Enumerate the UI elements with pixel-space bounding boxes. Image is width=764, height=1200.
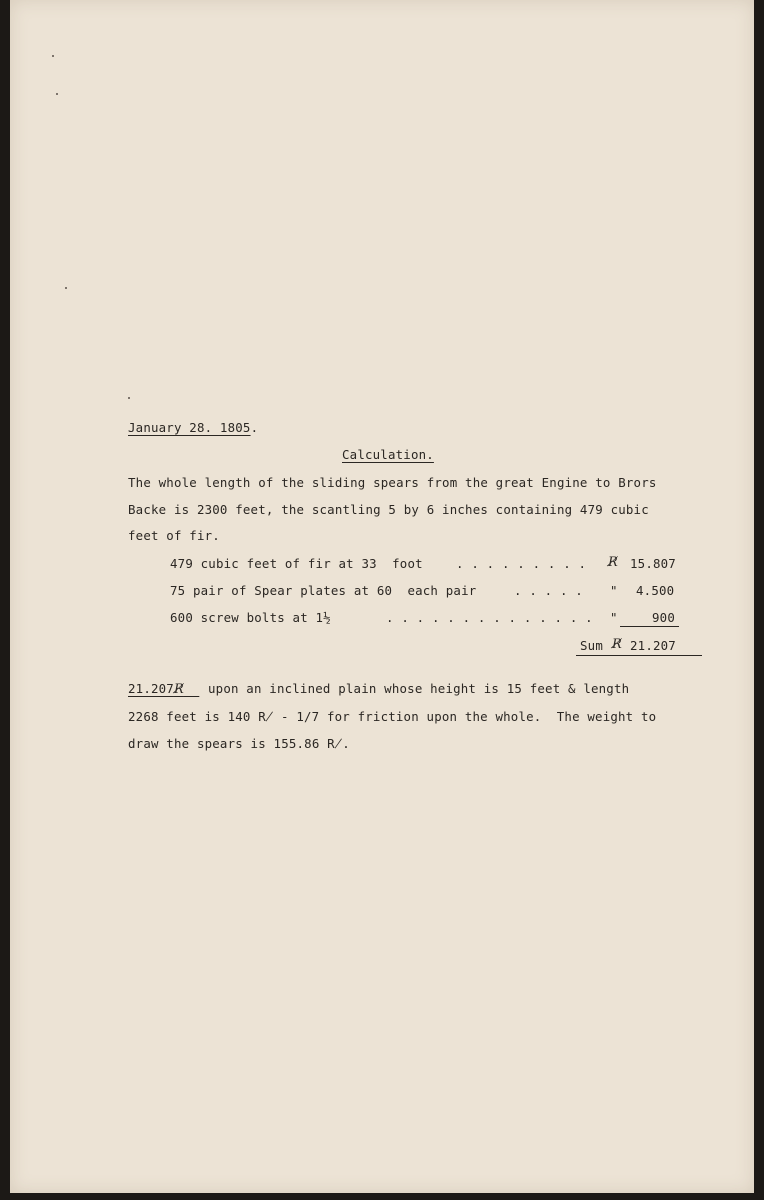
- item-leader-dots: . . . . .: [514, 583, 583, 598]
- date-period: .: [250, 420, 259, 435]
- item-description: 479 cubic feet of fir at 33 foot: [170, 556, 423, 571]
- item-description: 600 screw bolts at 1½: [170, 610, 331, 625]
- conclusion-line-2: 2268 feet is 140 R̸ - 1/7 for friction upon the whole. The weight to: [128, 709, 657, 724]
- rixdollar-sign: R̸: [612, 637, 622, 652]
- typed-document: [10, 0, 754, 1193]
- paper-sheet: [10, 0, 754, 1193]
- sum-amount: 21.207: [630, 638, 676, 653]
- document-date: [128, 420, 258, 435]
- item-amount: 4.500: [636, 583, 675, 598]
- intro-line-3: feet of fir.: [128, 528, 220, 543]
- date-text: January 28. 1805: [128, 420, 251, 435]
- intro-line-1: The whole length of the sliding spears from the great Engine to Brors: [128, 475, 657, 490]
- sum-rule: [576, 655, 702, 656]
- item-amount: 900: [652, 610, 675, 625]
- rixdollar-sign: R̸: [173, 682, 184, 697]
- item-amount: 15.807: [630, 556, 676, 571]
- ditto-mark: ": [610, 610, 618, 625]
- conclusion-value: 21.207: [128, 681, 174, 696]
- intro-line-2: Backe is 2300 feet, the scantling 5 by 6 inches containing 479 cubic: [128, 502, 649, 517]
- item-leader-dots: . . . . . . . . .: [456, 556, 587, 571]
- subtotal-rule: [620, 626, 679, 627]
- rixdollar-sign: R̸: [608, 555, 618, 570]
- underline-tail: [184, 681, 199, 696]
- conclusion-lead: [128, 681, 199, 697]
- conclusion-line-1: upon an inclined plain whose height is 15 feet & length: [208, 681, 630, 696]
- sum-label: Sum: [580, 638, 603, 653]
- item-leader-dots: . . . . . . . . . . . . . .: [386, 610, 593, 625]
- document-heading: Calculation.: [342, 447, 434, 462]
- ditto-mark: ": [610, 583, 618, 598]
- item-description: 75 pair of Spear plates at 60 each pair: [170, 583, 477, 598]
- conclusion-line-3: draw the spears is 155.86 R̸.: [128, 736, 350, 751]
